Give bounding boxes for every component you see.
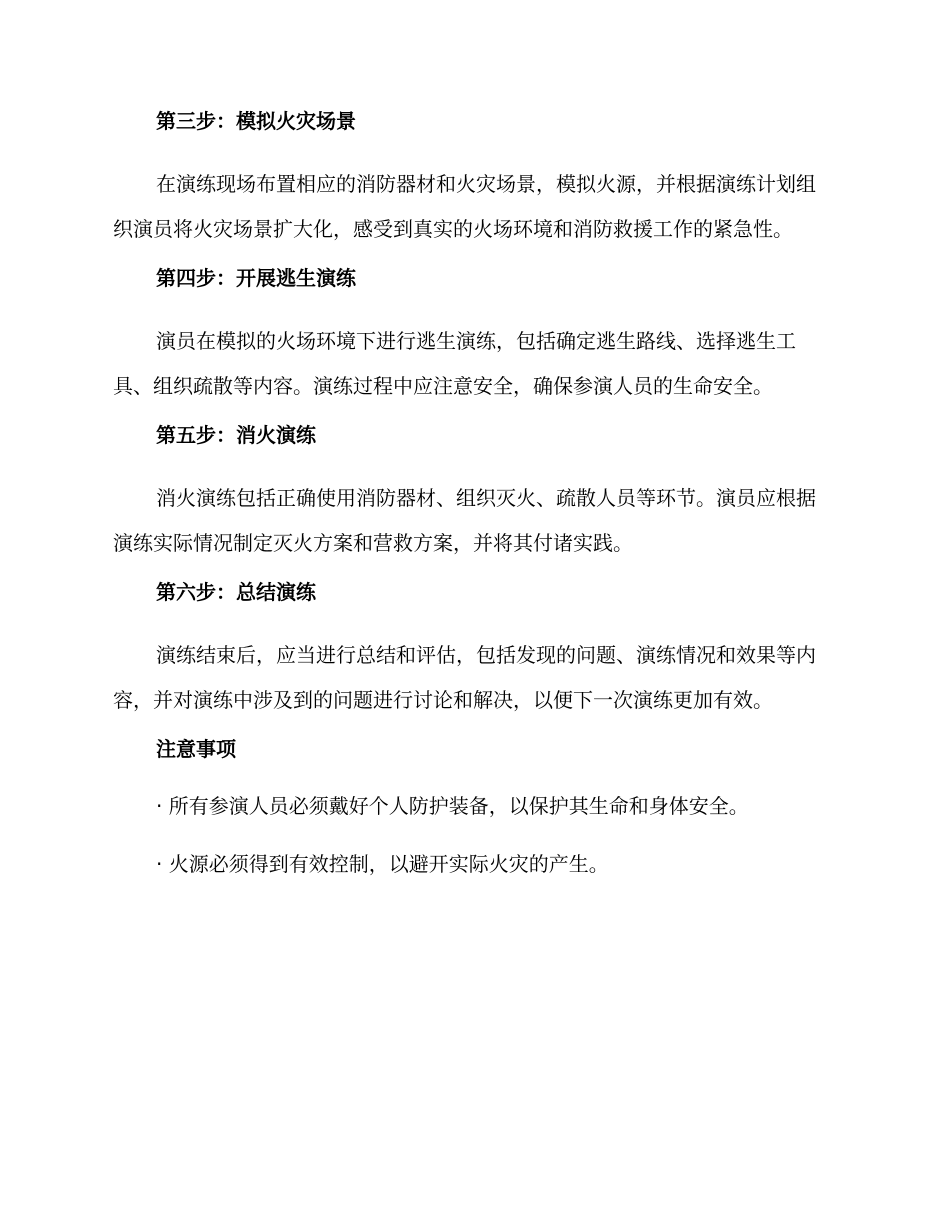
- section-heading-step-6: 第六步：总结演练: [156, 580, 316, 604]
- document-page: [113, 108, 833, 906]
- section-body-step-4: 演员在模拟的火场环境下进行逃生演练，包括确定逃生路线、选择逃生工具、组织疏散等内容。演练过程中应注意安全，确保参演人员的生命安全。: [113, 329, 796, 398]
- notes-item: · 火源必须得到有效控制，以避开实际火灾的产生。: [156, 852, 609, 876]
- notes-heading: 注意事项: [156, 737, 236, 761]
- section-heading-step-3: 第三步：模拟火灾场景: [156, 109, 356, 133]
- section-heading-step-5: 第五步：消火演练: [156, 423, 316, 447]
- section-heading-step-4: 第四步：开展逃生演练: [156, 266, 356, 290]
- notes-item: · 所有参演人员必须戴好个人防护装备，以保护其生命和身体安全。: [156, 794, 749, 818]
- section-body-step-5: 消火演练包括正确使用消防器材、组织灭火、疏散人员等环节。演员应根据演练实际情况制定灭火方案和营救方案，并将其付诸实践。: [113, 486, 816, 555]
- section-body-step-6: 演练结束后，应当进行总结和评估，包括发现的问题、演练情况和效果等内容，并对演练中涉及到的问题进行讨论和解决，以便下一次演练更加有效。: [113, 643, 816, 712]
- section-body-step-3: 在演练现场布置相应的消防器材和火灾场景，模拟火源，并根据演练计划组织演员将火灾场景扩大化，感受到真实的火场环境和消防救援工作的紧急性。: [113, 172, 816, 241]
